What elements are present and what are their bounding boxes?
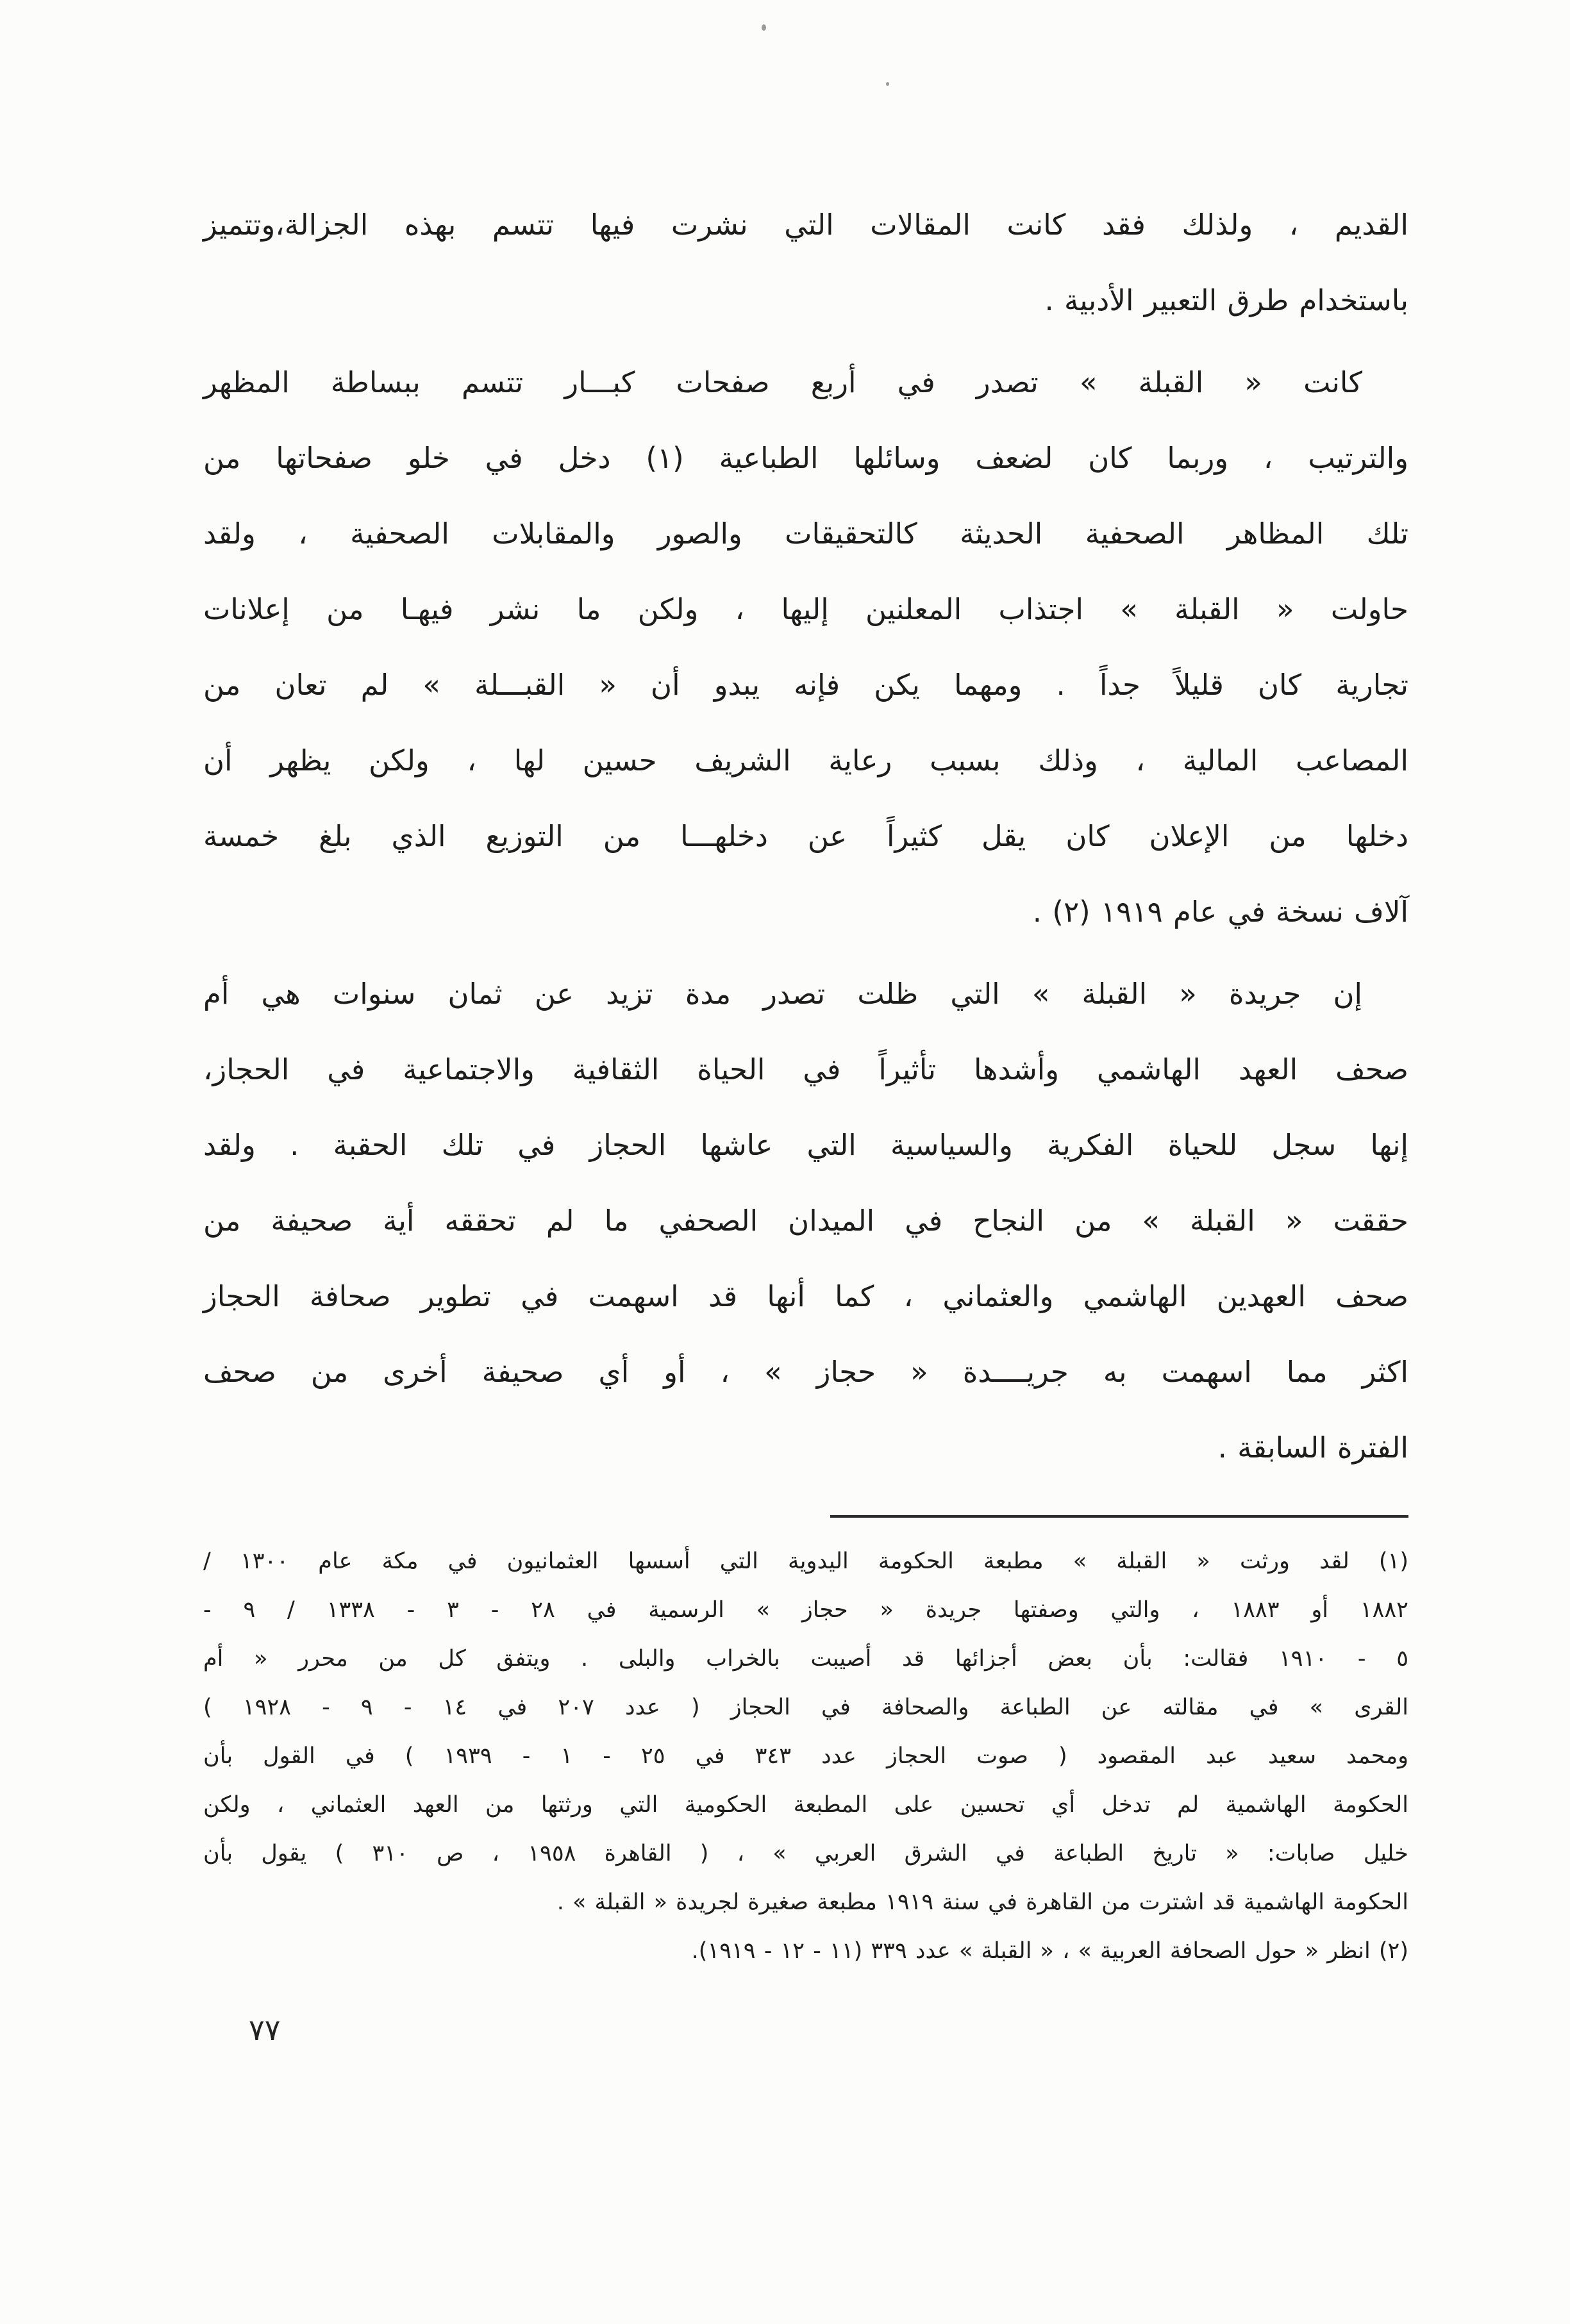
page-content (203, 187, 1408, 1975)
text-line: الحكومة الهاشمية لم تدخل أي تحسين على المطبعة الحكومية التي ورثتها من العهد العثماني ، ولكن (203, 1792, 1408, 1818)
footnote (203, 1927, 1408, 1975)
main-text (203, 187, 1408, 1486)
text-line: صحف العهدين الهاشمي والعثماني ، كما أنها قد اسهمت في تطوير صحافة الحجاز (203, 1279, 1408, 1313)
page-number: ٧٧ (249, 2013, 281, 2047)
scan-speck (886, 82, 889, 86)
text-line: اكثر مما اسهمت به جريــــدة « حجاز » ، أو أي صحيفة أخرى من صحف (203, 1355, 1408, 1389)
text-line: إنها سجل للحياة الفكرية والسياسية التي عاشها الحجاز في تلك الحقبة . ولقد (203, 1128, 1408, 1162)
text-line: صحف العهد الهاشمي وأشدها تأثيراً في الحياة الثقافية والاجتماعية في الحجاز، (203, 1052, 1408, 1086)
footnote (203, 1537, 1408, 1927)
text-line: باستخدام طرق التعبير الأدبية . (1044, 283, 1408, 317)
text-line: الفترة السابقة . (1217, 1431, 1408, 1465)
text-line: تجارية كان قليلاً جداً . ومهما يكن فإنه يبدو أن « القبـــلة » لم تعان من (203, 668, 1408, 702)
text-line: (١) لقد ورثت « القبلة » مطبعة الحكومة اليدوية التي أسسها العثمانيون في مكة عام ١٣٠٠ / (203, 1548, 1408, 1574)
text-line: (٢) انظر « حول الصحافة العربية » ، « القبلة » عدد ٣٣٩ (١١ - ١٢ - ١٩١٩). (691, 1938, 1408, 1964)
text-line: المصاعب المالية ، وذلك بسبب رعاية الشريف حسين لها ، ولكن يظهر أن (203, 743, 1408, 777)
text-line: خليل صابات: « تاريخ الطباعة في الشرق العربي » ، ( القاهرة ١٩٥٨ ، ص ٣١٠ ) يقول بأن (203, 1841, 1408, 1866)
text-line: القرى » في مقالته عن الطباعة والصحافة في الحجاز ( عدد ٢٠٧ في ١٤ - ٩ - ١٩٢٨ ) (203, 1695, 1408, 1720)
text-line: إن جريدة « القبلة » التي ظلت تصدر مدة تزيد عن ثمان سنوات هي أم (203, 977, 1362, 1011)
text-line: الحكومة الهاشمية قد اشترت من القاهرة في سنة ١٩١٩ مطبعة صغيرة لجريدة « القبلة » . (556, 1889, 1408, 1915)
footnotes-section (203, 1537, 1408, 1975)
paragraph (203, 956, 1408, 1486)
text-line: ١٨٨٢ أو ١٨٨٣ ، والتي وصفتها جريدة « حجاز » الرسمية في ٢٨ - ٣ - ١٣٣٨ / ٩ - (203, 1597, 1408, 1623)
text-line: والترتيب ، وربما كان لضعف وسائلها الطباعية (١) دخل في خلو صفحاتها من (203, 441, 1408, 475)
text-line: آلاف نسخة في عام ١٩١٩ (٢) . (1032, 895, 1408, 929)
scan-speck (762, 24, 766, 31)
paragraph (203, 187, 1408, 338)
text-line: كانت « القبلة » تصدر في أربع صفحات كبـــار تتسم ببساطة المظهر (203, 365, 1362, 399)
text-line: ٥ - ١٩١٠ فقالت: بأن بعض أجزائها قد أصيبت بالخراب والبلى . ويتفق كل من محرر « أم (203, 1646, 1408, 1672)
text-line: ومحمد سعيد عبد المقصود ( صوت الحجاز عدد ٣٤٣ في ٢٥ - ١ - ١٩٣٩ ) في القول بأن (203, 1743, 1408, 1769)
text-line: دخلها من الإعلان كان يقل كثيراً عن دخلهـــا من التوزيع الذي بلغ خمسة (203, 819, 1408, 853)
text-line: حاولت « القبلة » اجتذاب المعلنين إليها ، ولكن ما نشر فيهـا من إعلانات (203, 592, 1408, 626)
text-line: القديم ، ولذلك فقد كانت المقالات التي نشرت فيها تتسم بهذه الجزالة،وتتميز (203, 208, 1408, 242)
footnote-separator (830, 1515, 1408, 1518)
paragraph (203, 345, 1408, 950)
text-line: حققت « القبلة » من النجاح في الميدان الصحفي ما لم تحققه أية صحيفة من (203, 1204, 1408, 1238)
text-line: تلك المظاهر الصحفية الحديثة كالتحقيقات والصور والمقابلات الصحفية ، ولقد (203, 517, 1408, 551)
